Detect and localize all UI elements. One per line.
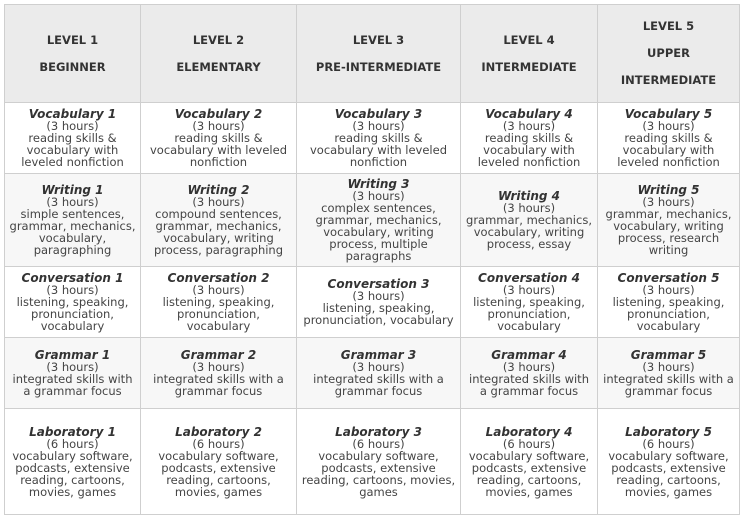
course-title: Laboratory 3 xyxy=(335,424,422,439)
course-description: vocabulary software, podcasts, extensive reading, cartoons, movies, games xyxy=(301,448,456,499)
course-cell xyxy=(598,338,740,409)
course-cell xyxy=(598,103,740,174)
course-title: Grammar 4 xyxy=(491,348,567,362)
course-hours: (3 hours) xyxy=(642,195,695,209)
conversation-row xyxy=(5,267,740,338)
course-cell xyxy=(461,103,598,174)
course-description: compound sentences, grammar, mechanics, vocabulary, writing process, paragraphing xyxy=(153,207,284,257)
course-cell xyxy=(141,103,297,174)
course-title: Vocabulary 3 xyxy=(334,107,423,121)
grammar-row xyxy=(5,338,740,409)
header-line: PRE-INTERMEDIATE xyxy=(315,59,442,74)
course-title: Grammar 1 xyxy=(34,348,111,362)
vocabulary-row xyxy=(5,103,740,174)
course-title: Vocabulary 2 xyxy=(174,107,263,121)
course-description: vocabulary software, podcasts, extensive reading, cartoons, movies, games xyxy=(468,448,590,499)
course-hours: (3 hours) xyxy=(46,360,99,374)
course-description: complex sentences, grammar, mechanics, vocabulary, writing process, multiple paragraphs xyxy=(315,201,442,263)
writing-row xyxy=(5,174,740,267)
course-description: listening, speaking, pronunciation, vocabulary xyxy=(162,295,275,333)
course-description: integrated skills with a grammar focus xyxy=(153,372,284,398)
course-description: grammar, mechanics, vocabulary, writing process, essay xyxy=(466,213,592,251)
course-title: Writing 2 xyxy=(187,183,250,197)
course-cell xyxy=(141,409,297,515)
header-level-5 xyxy=(598,5,740,103)
course-hours: (3 hours) xyxy=(192,283,245,297)
course-description: reading skills & vocabulary with leveled nonfiction xyxy=(309,131,447,169)
course-hours: (6 hours) xyxy=(46,436,99,451)
header-line: LEVEL 5 xyxy=(642,19,695,33)
course-cell xyxy=(5,338,141,409)
course-cell xyxy=(598,174,740,267)
course-title: Writing 4 xyxy=(497,189,561,203)
course-cell xyxy=(5,409,141,515)
course-title: Vocabulary 1 xyxy=(28,107,117,121)
course-description: listening, speaking, pronunciation, vocabulary xyxy=(473,295,585,333)
header-line: BEGINNER xyxy=(39,59,106,74)
course-description: integrated skills with a grammar focus xyxy=(313,372,444,398)
course-title: Laboratory 2 xyxy=(175,424,262,439)
course-description: reading skills & vocabulary with leveled nonfiction xyxy=(21,131,124,169)
course-title: Grammar 2 xyxy=(180,348,257,362)
course-hours: (6 hours) xyxy=(192,436,245,451)
course-cell xyxy=(141,338,297,409)
course-description: vocabulary software, podcasts, extensive reading, cartoons, movies, games xyxy=(12,448,133,499)
course-cell xyxy=(5,103,141,174)
course-hours: (3 hours) xyxy=(192,195,245,209)
course-hours: (3 hours) xyxy=(502,360,556,374)
header-line: LEVEL 3 xyxy=(352,32,405,47)
course-description: reading skills & vocabulary with leveled nonfiction xyxy=(477,131,581,169)
course-hours: (3 hours) xyxy=(352,360,405,374)
course-levels-table xyxy=(4,4,740,515)
course-hours: (3 hours) xyxy=(46,195,99,209)
course-hours: (3 hours) xyxy=(46,283,99,297)
course-cell xyxy=(5,174,141,267)
course-hours: (6 hours) xyxy=(642,436,695,451)
course-title: Laboratory 4 xyxy=(485,424,573,439)
header-level-1 xyxy=(5,5,141,103)
course-cell xyxy=(297,103,461,174)
course-title: Writing 3 xyxy=(347,177,410,191)
course-hours: (3 hours) xyxy=(642,360,695,374)
header-line: LEVEL 4 xyxy=(503,32,555,47)
header-row xyxy=(5,5,740,103)
course-title: Conversation 2 xyxy=(167,271,270,285)
course-title: Grammar 3 xyxy=(340,348,417,362)
course-title: Writing 1 xyxy=(41,183,104,197)
laboratory-row xyxy=(5,409,740,515)
course-title: Laboratory 5 xyxy=(625,424,712,439)
course-cell xyxy=(461,338,598,409)
course-cell xyxy=(297,174,461,267)
course-description: grammar, mechanics, vocabulary, writing process, research writing xyxy=(605,207,732,257)
course-hours: (3 hours) xyxy=(352,119,405,133)
header-line: ELEMENTARY xyxy=(176,59,261,74)
course-description: listening, speaking, pronunciation, vocabulary xyxy=(612,295,725,333)
course-hours: (3 hours) xyxy=(352,289,405,303)
course-description: simple sentences, grammar, mechanics, vocabulary, paragraphing xyxy=(9,207,136,257)
course-hours: (6 hours) xyxy=(502,436,556,451)
header-line: LEVEL 2 xyxy=(192,32,245,47)
course-cell xyxy=(598,409,740,515)
course-description: listening, speaking, pronunciation, vocabulary xyxy=(16,295,129,333)
course-title: Conversation 5 xyxy=(617,271,720,285)
course-cell xyxy=(141,267,297,338)
course-description: vocabulary software, podcasts, extensive reading, cartoons, movies, games xyxy=(158,448,279,499)
course-description: integrated skills with a grammar focus xyxy=(12,372,133,398)
course-title: Writing 5 xyxy=(637,183,700,197)
course-title: Conversation 3 xyxy=(327,277,430,291)
course-description: reading skills & vocabulary with leveled nonfiction xyxy=(149,131,287,169)
header-level-4 xyxy=(461,5,598,103)
course-hours: (3 hours) xyxy=(502,201,556,215)
course-cell xyxy=(141,174,297,267)
course-description: vocabulary software, podcasts, extensive reading, cartoons, movies, games xyxy=(608,448,729,499)
course-hours: (3 hours) xyxy=(192,119,245,133)
course-cell xyxy=(297,409,461,515)
course-title: Conversation 1 xyxy=(21,271,124,285)
course-cell xyxy=(598,267,740,338)
header-line: INTERMEDIATE xyxy=(481,59,577,74)
course-cell xyxy=(461,409,598,515)
course-title: Laboratory 1 xyxy=(29,424,116,439)
course-description: integrated skills with a grammar focus xyxy=(603,372,734,398)
course-hours: (3 hours) xyxy=(642,119,695,133)
course-title: Vocabulary 5 xyxy=(624,107,713,121)
course-hours: (3 hours) xyxy=(352,189,405,203)
course-cell xyxy=(461,267,598,338)
course-description: listening, speaking, pronunciation, vocabulary xyxy=(303,301,454,327)
course-hours: (3 hours) xyxy=(192,360,245,374)
course-hours: (3 hours) xyxy=(642,283,695,297)
course-title: Vocabulary 4 xyxy=(485,107,573,121)
course-title: Conversation 4 xyxy=(478,271,580,285)
course-hours: (6 hours) xyxy=(352,436,405,451)
course-cell xyxy=(297,267,461,338)
header-level-3 xyxy=(297,5,461,103)
header-level-2 xyxy=(141,5,297,103)
header-line: LEVEL 1 xyxy=(46,32,99,47)
course-hours: (3 hours) xyxy=(502,119,556,133)
course-description: reading skills & vocabulary with leveled nonfiction xyxy=(617,131,720,169)
course-cell xyxy=(5,267,141,338)
course-cell xyxy=(297,338,461,409)
course-hours: (3 hours) xyxy=(46,119,99,133)
course-cell xyxy=(461,174,598,267)
course-hours: (3 hours) xyxy=(502,283,556,297)
course-title: Grammar 5 xyxy=(630,348,707,362)
course-description: integrated skills with a grammar focus xyxy=(469,372,589,398)
header-line: INTERMEDIATE xyxy=(620,73,717,87)
header-line: UPPER xyxy=(647,46,690,60)
